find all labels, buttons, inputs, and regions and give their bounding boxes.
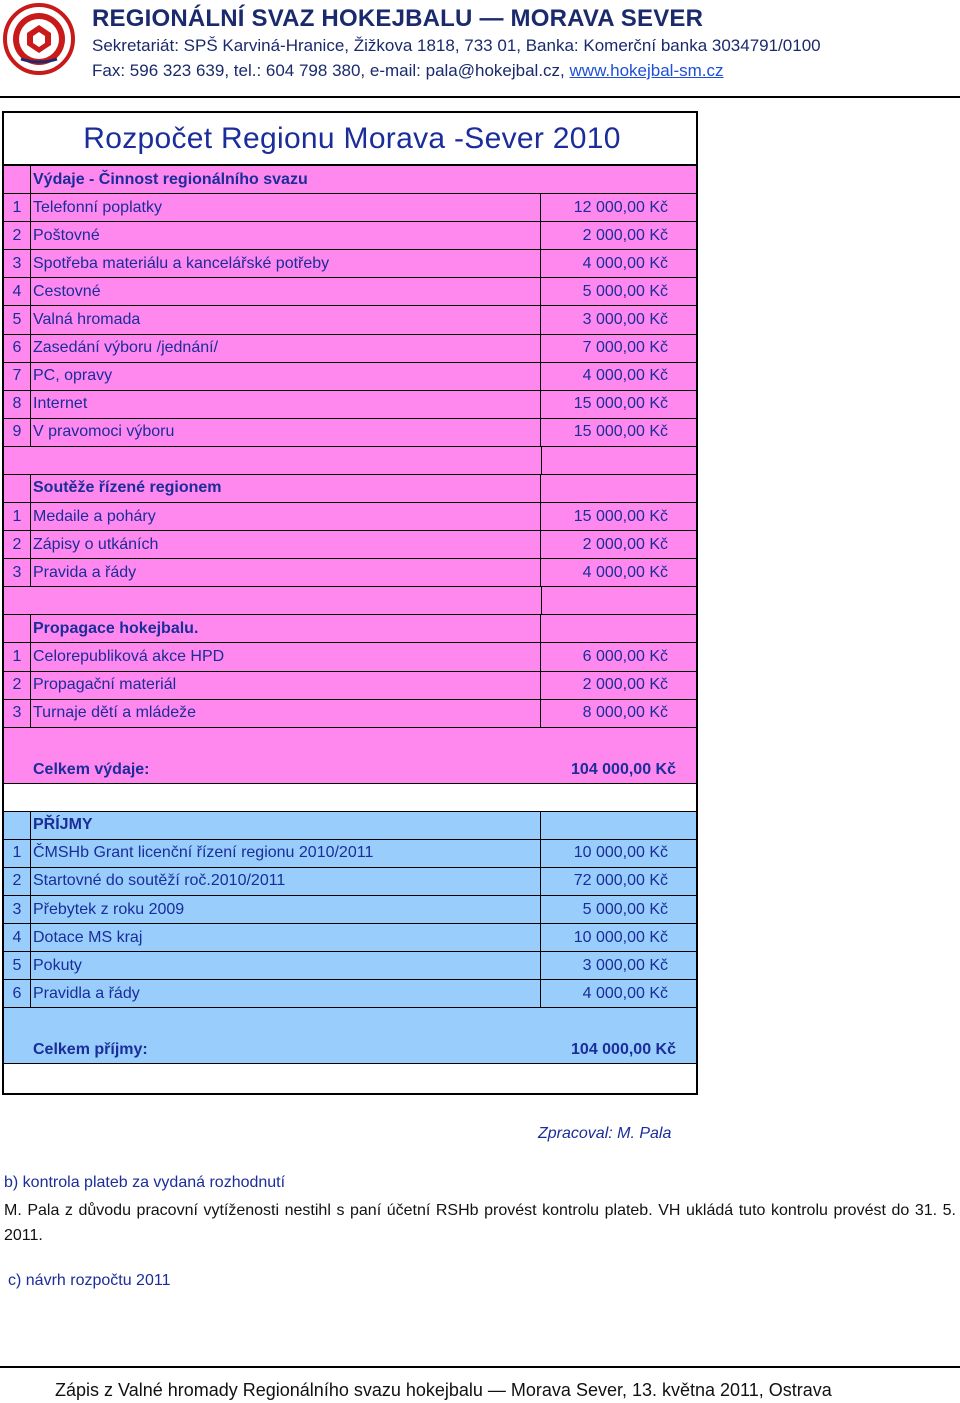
row-number: 7	[4, 363, 31, 390]
item-amount: 8 000,00 Kč	[582, 704, 668, 722]
row-number: 4	[4, 278, 31, 305]
item-label: Medaile a poháry	[31, 503, 541, 530]
item-amount: 12 000,00 Kč	[573, 198, 668, 216]
item-label: PC, opravy	[31, 363, 541, 390]
income-heading: PŘÍJMY	[31, 812, 541, 839]
total-expenses-label: Celkem výdaje:	[33, 760, 150, 778]
row-number: 6	[4, 335, 31, 362]
row-number: 9	[4, 419, 31, 446]
item-amount: 4 000,00 Kč	[582, 563, 668, 581]
expenses-section	[4, 166, 696, 447]
item-amount: 2 000,00 Kč	[582, 226, 668, 244]
item-amount: 15 000,00 Kč	[573, 423, 668, 441]
bottom-spacer-row	[4, 1064, 696, 1093]
spacer-row	[4, 587, 696, 615]
item-label: Zápisy o utkáních	[31, 531, 541, 558]
promotion-heading-row	[4, 615, 696, 643]
item-label: Přebytek z roku 2009	[31, 896, 541, 923]
table-row	[4, 559, 696, 587]
item-amount: 3 000,00 Kč	[582, 311, 668, 329]
row-number: 3	[4, 559, 31, 586]
total-expenses-amount: 104 000,00 Kč	[571, 760, 676, 778]
item-label: Turnaje dětí a mládeže	[31, 700, 541, 727]
table-row	[4, 531, 696, 559]
row-number: 3	[4, 250, 31, 277]
row-number: 2	[4, 672, 31, 699]
expenses-heading-row	[4, 166, 696, 194]
item-amount: 4 000,00 Kč	[582, 984, 668, 1002]
item-label: Propagační materiál	[31, 672, 541, 699]
item-amount: 3 000,00 Kč	[582, 956, 668, 974]
table-row	[4, 222, 696, 250]
table-row	[4, 840, 696, 868]
table-row	[4, 643, 696, 671]
item-label: ČMSHb Grant licenční řízení regionu 2010/2011	[31, 840, 541, 867]
hockey-association-logo-icon	[3, 3, 75, 75]
income-section	[4, 812, 696, 1009]
item-amount: 7 000,00 Kč	[582, 339, 668, 357]
budget-title-row	[4, 113, 696, 166]
item-amount: 10 000,00 Kč	[573, 844, 668, 862]
item-amount: 10 000,00 Kč	[573, 928, 668, 946]
page-footer: Zápis z Valné hromady Regionálního svazu hokejbalu — Morava Sever, 13. května 2011, Ostrava	[55, 1380, 832, 1400]
row-number: 3	[4, 700, 31, 727]
total-income-amount: 104 000,00 Kč	[571, 1041, 676, 1059]
item-label: Valná hromada	[31, 306, 541, 333]
row-number: 8	[4, 391, 31, 418]
section-b-heading: b) kontrola plateb za vydaná rozhodnutí	[4, 1174, 286, 1191]
promotion-section	[4, 615, 696, 727]
item-label: Dotace MS kraj	[31, 924, 541, 951]
secretariat-address: Sekretariát: SPŠ Karviná-Hranice, Žižkova 1818, 733 01, Banka: Komerční banka 3034791/0100	[92, 36, 821, 55]
table-row	[4, 391, 696, 419]
competitions-section	[4, 475, 696, 587]
table-row	[4, 363, 696, 391]
item-label: Spotřeba materiálu a kancelářské potřeby	[31, 250, 541, 277]
table-row	[4, 700, 696, 728]
table-row	[4, 952, 696, 980]
budget-table	[2, 111, 698, 1095]
item-amount: 15 000,00 Kč	[573, 507, 668, 525]
item-label: Startovné do soutěží roč.2010/2011	[31, 868, 541, 895]
item-amount: 4 000,00 Kč	[582, 254, 668, 272]
table-row	[4, 980, 696, 1008]
item-label: Internet	[31, 391, 541, 418]
table-row	[4, 896, 696, 924]
spacer-row	[4, 447, 696, 475]
row-number: 4	[4, 924, 31, 951]
item-label: V pravomoci výboru	[31, 419, 541, 446]
income-heading-row	[4, 812, 696, 840]
row-number: 2	[4, 531, 31, 558]
item-label: Telefonní poplatky	[31, 194, 541, 221]
table-row	[4, 672, 696, 700]
row-number: 1	[4, 503, 31, 530]
table-row	[4, 924, 696, 952]
row-number: 6	[4, 980, 31, 1007]
processed-by: Zpracoval: M. Pala	[538, 1125, 672, 1142]
table-row	[4, 306, 696, 334]
association-title: REGIONÁLNÍ SVAZ HOKEJBALU — MORAVA SEVER	[92, 5, 704, 32]
table-row	[4, 335, 696, 363]
table-row	[4, 194, 696, 222]
item-label: Celorepubliková akce HPD	[31, 643, 541, 670]
row-number: 2	[4, 222, 31, 249]
item-label: Pokuty	[31, 952, 541, 979]
table-row	[4, 250, 696, 278]
item-amount: 2 000,00 Kč	[582, 535, 668, 553]
item-amount: 2 000,00 Kč	[582, 676, 668, 694]
item-label: Pravida a řády	[31, 559, 541, 586]
table-row	[4, 868, 696, 896]
item-label: Cestovné	[31, 278, 541, 305]
item-label: Pravidla a řády	[31, 980, 541, 1007]
table-row	[4, 419, 696, 447]
letterhead	[0, 0, 960, 98]
promotion-heading: Propagace hokejbalu.	[31, 615, 541, 642]
website-link[interactable]: www.hokejbal-sm.cz	[569, 61, 724, 80]
item-amount: 72 000,00 Kč	[573, 872, 668, 890]
item-amount: 4 000,00 Kč	[582, 367, 668, 385]
row-number	[4, 166, 31, 193]
separator-row	[4, 784, 696, 812]
total-income-label: Celkem příjmy:	[33, 1041, 148, 1059]
item-amount: 15 000,00 Kč	[573, 395, 668, 413]
competitions-heading-row	[4, 475, 696, 503]
row-number: 1	[4, 840, 31, 867]
row-number: 3	[4, 896, 31, 923]
expenses-heading: Výdaje - Činnost regionálního svazu	[33, 170, 308, 188]
row-number: 1	[4, 194, 31, 221]
footer-divider	[0, 1366, 960, 1368]
section-b-paragraph: M. Pala z důvodu pracovní vytíženosti nestihl s paní účetní RSHb provést kontrolu plateb. VH ukládá tuto kontrolu provést do 31. 5. 2011.	[4, 1202, 956, 1244]
total-income-row	[4, 1008, 696, 1064]
row-number: 1	[4, 643, 31, 670]
row-number: 5	[4, 952, 31, 979]
item-label: Poštovné	[31, 222, 541, 249]
header-divider	[0, 96, 960, 98]
contact-line	[92, 61, 724, 81]
item-amount: 5 000,00 Kč	[582, 900, 668, 918]
row-number: 5	[4, 306, 31, 333]
item-amount: 6 000,00 Kč	[582, 647, 668, 665]
total-expenses-row	[4, 728, 696, 784]
contact-text: Fax: 596 323 639, tel.: 604 798 380, e-mail: pala@hokejbal.cz,	[92, 61, 570, 80]
item-amount: 5 000,00 Kč	[582, 282, 668, 300]
competitions-heading: Soutěže řízené regionem	[31, 475, 541, 502]
row-number: 2	[4, 868, 31, 895]
table-row	[4, 503, 696, 531]
table-row	[4, 278, 696, 306]
budget-title: Rozpočet Regionu Morava -Sever 2010	[83, 121, 621, 155]
section-c-heading: c) návrh rozpočtu 2011	[8, 1272, 171, 1289]
item-label: Zasedání výboru /jednání/	[31, 335, 541, 362]
